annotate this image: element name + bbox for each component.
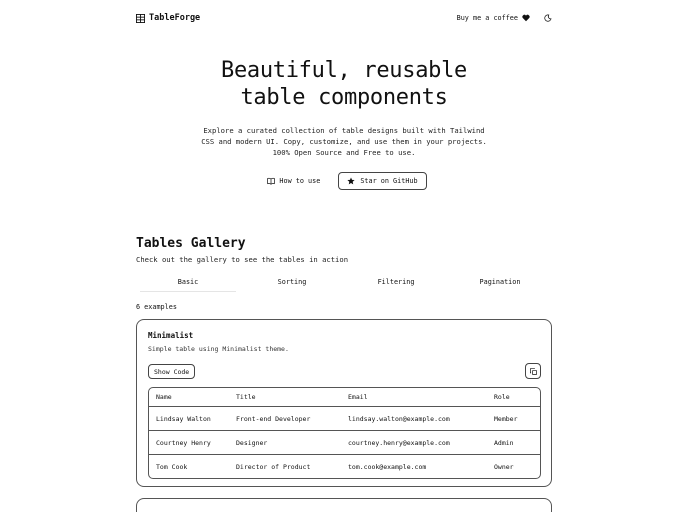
card-description: Simple table using Minimalist theme. bbox=[148, 345, 289, 353]
gallery-title: Tables Gallery bbox=[136, 236, 246, 251]
hero-desc-line-1: Explore a curated collection of table designs built with Tailwind bbox=[203, 126, 485, 135]
cell-email: courtney.henry@example.com bbox=[348, 438, 450, 447]
cell-title: Front-end Developer bbox=[236, 414, 311, 423]
cell-role: Member bbox=[494, 414, 518, 423]
hero-desc-line-3: 100% Open Source and Free to use. bbox=[272, 148, 416, 157]
example-card-minimalist bbox=[136, 319, 552, 487]
buy-coffee-link[interactable] bbox=[457, 14, 530, 22]
column-header-email: Email bbox=[348, 393, 368, 401]
hero-title bbox=[0, 57, 688, 111]
cell-title: Director of Product bbox=[236, 462, 311, 471]
column-header-role: Role bbox=[494, 393, 510, 401]
book-open-icon bbox=[267, 177, 275, 185]
brand-name: TableForge bbox=[149, 13, 201, 23]
coffee-label: Buy me a coffee bbox=[456, 14, 518, 22]
table-row bbox=[149, 430, 540, 454]
column-header-name: Name bbox=[156, 393, 172, 401]
copy-icon bbox=[530, 368, 537, 375]
top-nav bbox=[136, 10, 552, 26]
table-row bbox=[149, 406, 540, 430]
hero-desc-line-2: CSS and modern UI. Copy, customize, and use them in your projects. bbox=[201, 137, 487, 146]
brand-logo[interactable] bbox=[136, 13, 200, 23]
heart-icon bbox=[522, 14, 530, 22]
gallery-tabs bbox=[136, 278, 552, 292]
cell-name: Lindsay Walton bbox=[156, 414, 211, 423]
tab-basic[interactable]: Basic bbox=[136, 278, 240, 292]
tab-pagination[interactable]: Pagination bbox=[479, 278, 521, 286]
star-icon bbox=[347, 177, 355, 185]
how-to-use-button[interactable] bbox=[261, 172, 326, 190]
tab-filtering[interactable]: Filtering bbox=[377, 278, 415, 286]
tab-sorting[interactable]: Sorting bbox=[277, 278, 307, 286]
cell-role: Owner bbox=[494, 462, 514, 471]
how-to-use-label: How to use bbox=[279, 177, 321, 185]
hero-actions bbox=[0, 172, 688, 190]
example-card-next bbox=[136, 498, 552, 512]
cell-name: Tom Cook bbox=[156, 462, 188, 471]
show-code-button[interactable]: Show Code bbox=[148, 364, 195, 379]
copy-button[interactable] bbox=[525, 363, 541, 379]
data-table bbox=[148, 387, 541, 479]
hero-description bbox=[190, 125, 498, 158]
card-title: Minimalist bbox=[148, 331, 194, 340]
moon-icon bbox=[544, 14, 552, 22]
table-row bbox=[149, 454, 540, 478]
cell-title: Designer bbox=[236, 438, 268, 447]
table-icon bbox=[136, 14, 145, 23]
column-header-title: Title bbox=[236, 393, 256, 401]
star-on-github-button[interactable] bbox=[338, 172, 426, 190]
cell-name: Courtney Henry bbox=[156, 438, 211, 447]
table-header-row bbox=[149, 388, 540, 406]
star-github-label: Star on GitHub bbox=[360, 177, 418, 185]
cell-email: lindsay.walton@example.com bbox=[348, 414, 450, 423]
theme-toggle-button[interactable] bbox=[544, 14, 552, 22]
hero-title-line-2: table components bbox=[240, 85, 448, 110]
examples-count: 6 examples bbox=[136, 303, 177, 311]
cell-email: tom.cook@example.com bbox=[348, 462, 427, 471]
gallery-subtitle: Check out the gallery to see the tables in action bbox=[136, 255, 349, 264]
hero-title-line-1: Beautiful, reusable bbox=[221, 58, 467, 83]
cell-role: Admin bbox=[494, 438, 514, 447]
